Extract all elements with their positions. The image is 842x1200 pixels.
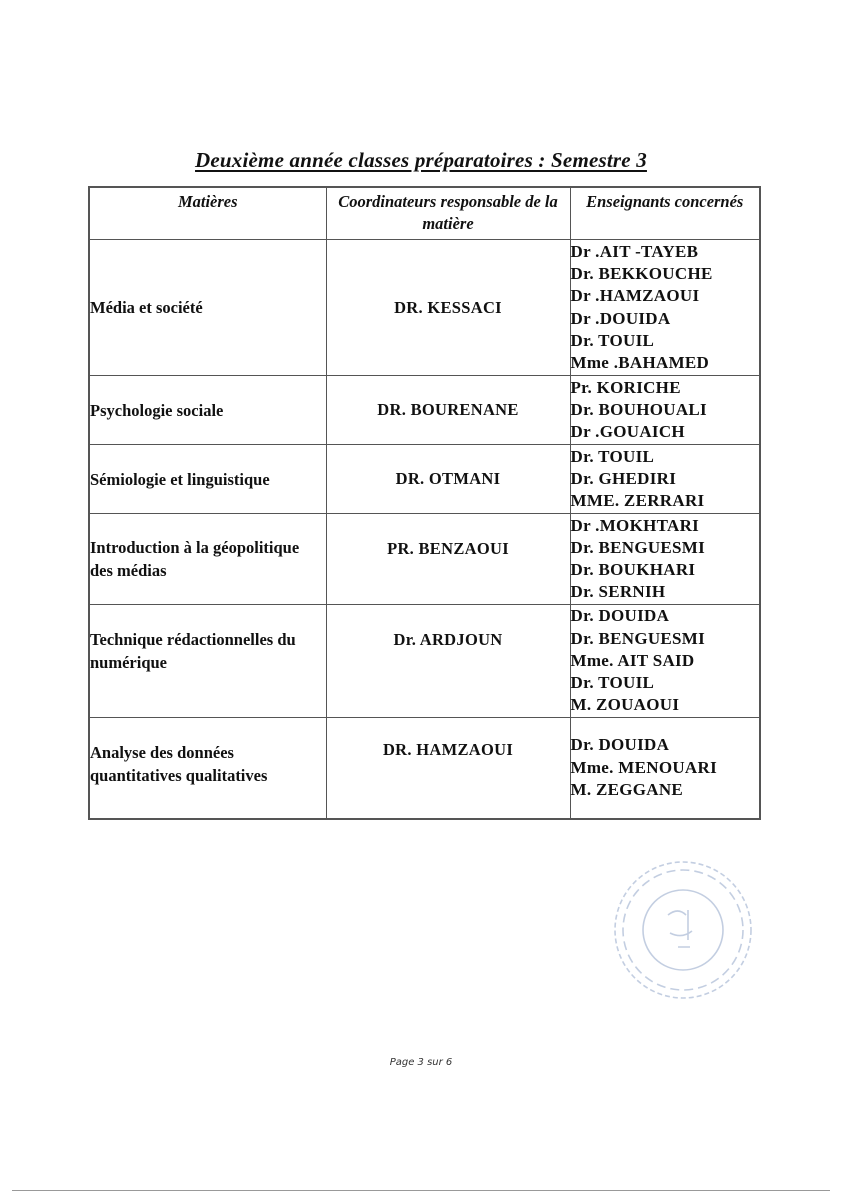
matiere-cell: Sémiologie et linguistique <box>89 445 326 514</box>
table-row <box>89 514 760 605</box>
enseignant-name: MME. ZERRARI <box>570 491 705 511</box>
semester-table <box>88 186 761 820</box>
table-row <box>89 605 760 718</box>
enseignant-name: Dr. TOUIL <box>570 673 655 693</box>
enseignant-name: Dr. DOUIDA <box>570 735 670 755</box>
coordinateur-cell: DR. OTMANI <box>326 445 570 514</box>
matiere-cell: Analyse des données quantitatives qualitatives <box>89 718 326 819</box>
enseignants-cell <box>570 605 760 718</box>
header-matieres: Matières <box>89 187 326 240</box>
enseignant-name: Dr .GOUAICH <box>570 422 685 442</box>
enseignant-name: M. ZOUAOUI <box>570 695 680 715</box>
table-row <box>89 718 760 819</box>
enseignant-name: Dr. TOUIL <box>570 446 655 466</box>
coordinateur-cell: DR. BOURENANE <box>326 376 570 445</box>
table-row <box>89 445 760 514</box>
matiere-cell: Psychologie sociale <box>89 376 326 445</box>
matiere-cell: Technique rédactionnelles du numérique <box>89 605 326 718</box>
header-coordinateurs: Coordinateurs responsable de la matière <box>326 187 570 240</box>
coordinateur-cell: Dr. ARDJOUN <box>326 605 570 718</box>
coordinateur-cell: DR. KESSACI <box>326 240 570 376</box>
enseignant-name: Dr. TOUIL <box>570 330 655 350</box>
coordinateur-cell: PR. BENZAOUI <box>326 514 570 605</box>
stamp-graphic <box>608 855 758 1005</box>
enseignants-cell <box>570 514 760 605</box>
enseignant-name: Pr. KORICHE <box>570 377 681 397</box>
enseignant-name: Dr. BOUKHARI <box>570 560 696 579</box>
enseignant-name: Dr. BENGUESMI <box>570 537 706 557</box>
enseignant-name: Mme. MENOUARI <box>570 757 717 777</box>
matiere-cell: Média et société <box>89 240 326 376</box>
enseignant-name: Dr. GHEDIRI <box>570 468 677 488</box>
enseignant-name: Mme .BAHAMED <box>570 352 710 372</box>
enseignants-cell <box>570 376 760 445</box>
coordinateur-cell: DR. HAMZAOUI <box>326 718 570 819</box>
enseignant-name: Dr .AIT -TAYEB <box>570 241 699 261</box>
enseignants-cell <box>570 718 760 819</box>
enseignant-name: Dr. BENGUESMI <box>570 628 706 648</box>
enseignant-name: Dr .HAMZAOUI <box>570 286 700 306</box>
official-stamp-icon <box>608 855 758 1005</box>
enseignant-name: Dr. SERNIH <box>570 582 666 602</box>
table-row <box>89 376 760 445</box>
table-row <box>89 240 760 376</box>
enseignant-name: Dr. BOUHOUALI <box>570 399 707 419</box>
enseignant-name: Dr. BEKKOUCHE <box>570 264 713 284</box>
bottom-divider <box>12 1190 830 1191</box>
page-number: Page 3 sur 6 <box>389 1057 453 1068</box>
enseignant-name: M. ZEGGANE <box>570 779 684 799</box>
enseignants-cell <box>570 445 760 514</box>
enseignant-name: Dr. DOUIDA <box>570 606 670 626</box>
header-enseignants: Enseignants concernés <box>570 187 760 240</box>
enseignant-name: Mme. AIT SAID <box>570 650 695 670</box>
table-header-row <box>89 187 760 240</box>
enseignant-name: Dr .DOUIDA <box>570 308 671 328</box>
page-title: Deuxième année classes préparatoires : Semestre 3 <box>195 148 647 172</box>
enseignants-cell <box>570 240 760 376</box>
enseignant-name: Dr .MOKHTARI <box>570 515 700 535</box>
matiere-cell: Introduction à la géopolitique des médias <box>89 514 326 605</box>
